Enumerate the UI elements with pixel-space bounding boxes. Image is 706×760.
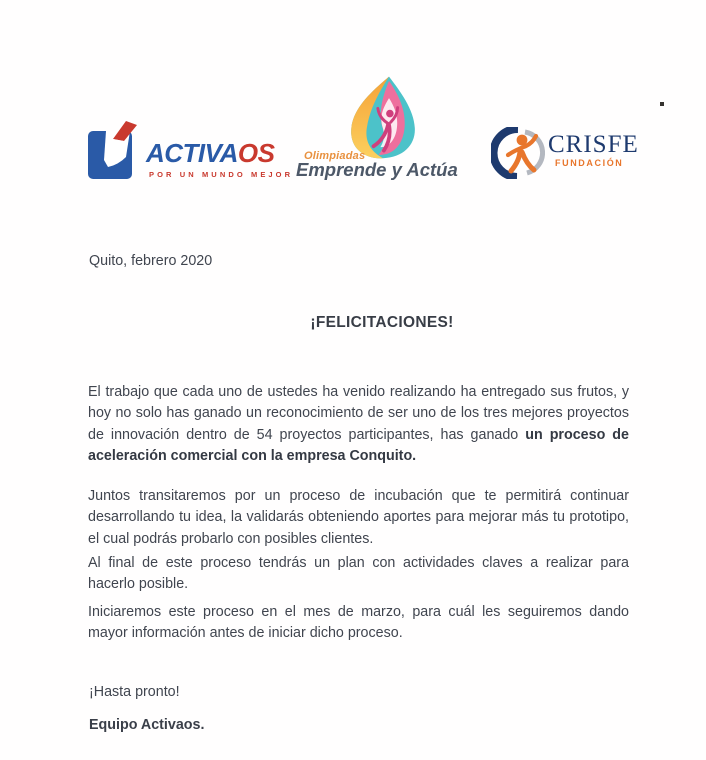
paragraph-1 — [88, 382, 629, 468]
scan-speck — [660, 102, 664, 106]
letter-heading: ¡FELICITACIONES! — [310, 314, 454, 331]
flame-icon — [340, 74, 426, 160]
activaos-square-icon — [88, 120, 138, 182]
activaos-wordmark — [146, 138, 274, 169]
crisfe-logo — [491, 127, 639, 179]
paragraph-1-text: El trabajo que cada uno de ustedes ha venido realizando ha entregado sus frutos, y hoy no solo has ganado un reconocimiento de ser uno de los tres mejores proyectos de innovación dentro de 54 proyectos participantes, has ganado — [88, 384, 629, 443]
crisfe-wordmark: CRISFE — [548, 131, 639, 158]
paragraph-2: Juntos transitaremos por un proceso de incubación que te permitirá continuar desarrollando tu idea, la validarás obteniendo aportes para mejorar más tu prototipo, el cual podrás probarlo con posibles clientes. — [88, 488, 629, 547]
letter-signature: Equipo Activaos. — [89, 717, 205, 733]
letter-date: Quito, febrero 2020 — [89, 253, 213, 269]
olimpiadas-logo — [296, 74, 458, 186]
crisfe-circle-icon — [491, 127, 545, 179]
paragraph-4: Iniciaremos este proceso en el mes de marzo, para cuál les seguiremos dando mayor información antes de iniciar dicho proceso. — [88, 604, 629, 642]
crisfe-fundacion-label: FUNDACIÓN — [555, 158, 624, 168]
activaos-tagline: POR UN MUNDO MEJOR — [149, 170, 294, 179]
letter-closing: ¡Hasta pronto! — [89, 684, 180, 700]
emprende-y-actua-wordmark: Emprende y Actúa — [296, 159, 458, 180]
paragraph-3: Al final de este proceso tendrás un plan con actividades claves a realizar para hacerlo posible. — [88, 555, 629, 593]
paragraph-1-bold-text: un proceso de aceleración comercial con la empresa Conquito. — [88, 426, 629, 465]
activaos-wordmark-main: ACTIVA — [146, 138, 238, 168]
activaos-wordmark-suffix: OS — [237, 138, 275, 168]
activaos-logo — [88, 118, 294, 188]
olimpiadas-label: Olimpiadas — [304, 150, 366, 162]
